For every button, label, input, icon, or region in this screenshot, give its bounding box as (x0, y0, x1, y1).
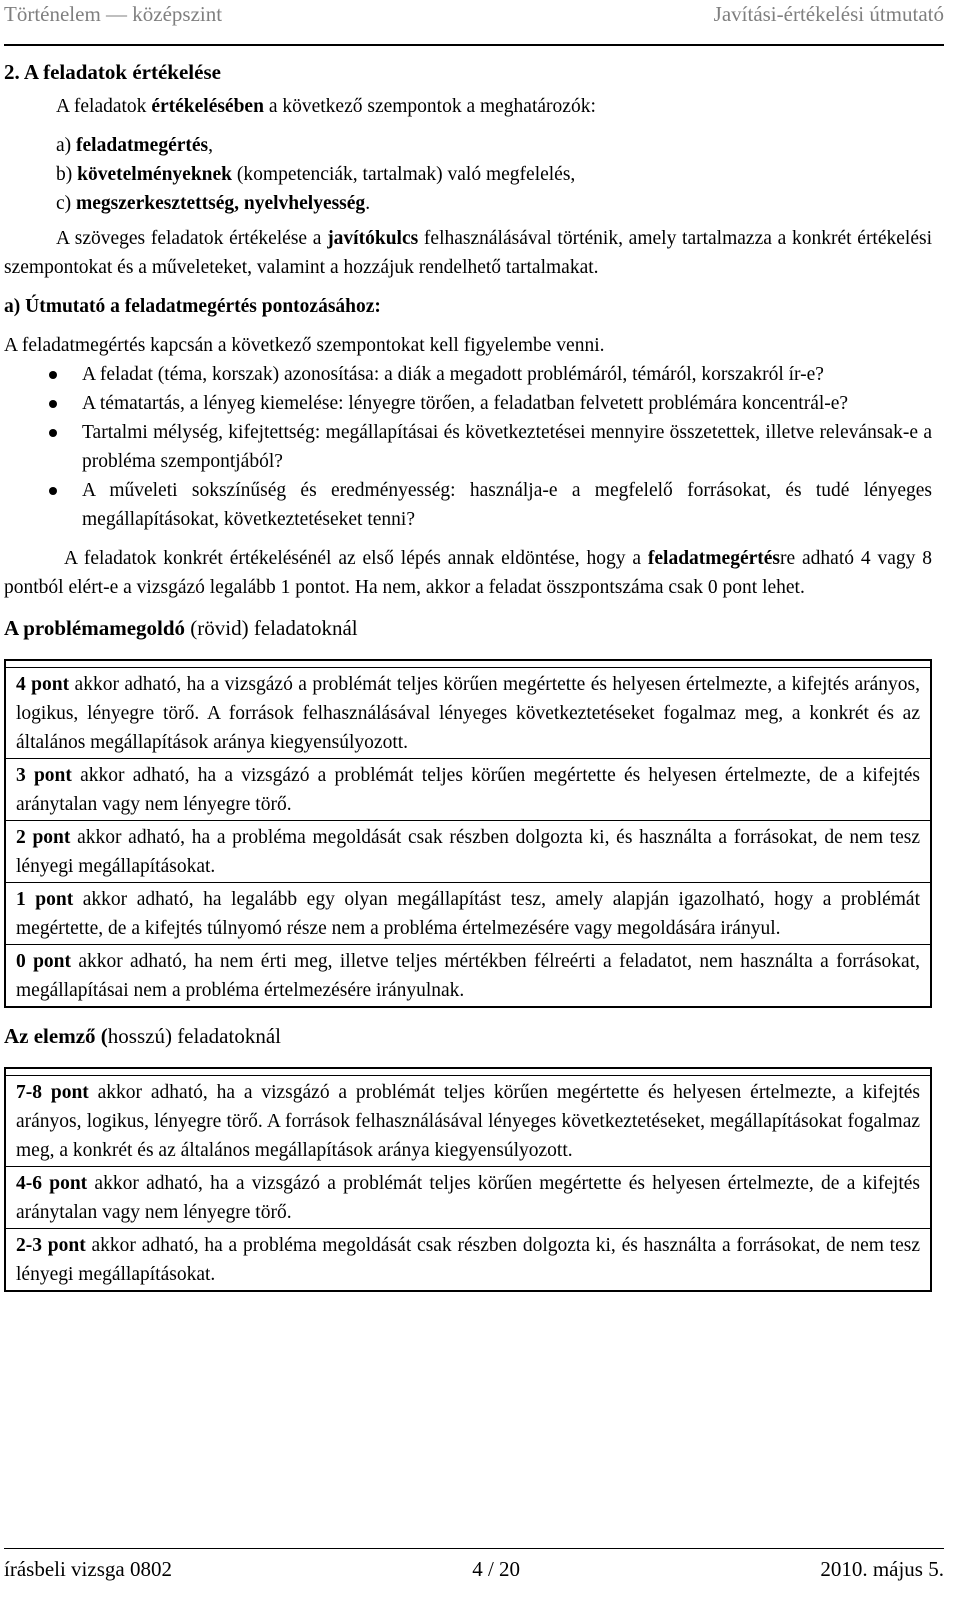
long-tasks-scoring-box (4, 1067, 932, 1292)
scoring-key-paragraph: A szöveges feladatok értékelése a javítókulcs felhasználásával történik, amely tartalmazza a konkrét értékelési szempontokat és a műveleteket, valamint a hozzájuk rendelhető tartalmakat. (4, 228, 932, 278)
footer-date: 2010. május 5. (820, 1557, 944, 1581)
scoring-row: 4 pont akkor adható, ha a vizsgázó a problémát teljes körűen megértette és helyesen értelmezte, a kifejtés arányos, logikus, lényegre törő. A források felhasználásával lényeges következtetéseket fogalmaz meg, a konkrét és az általános megállapítások aránya kiegyensúlyozott. (6, 668, 930, 759)
scoring-row: 2-3 pont akkor adható, ha a probléma megoldását csak részben dolgozta ki, és használta a forrásokat, de nem tesz lényegi megállapításokat. (16, 1235, 920, 1285)
guide-intro: A feladatmegértés kapcsán a következő szempontokat kell figyelembe venni. (4, 335, 605, 356)
header-doc-type: Javítási-értékelési útmutató (713, 2, 944, 26)
criteria-item: b) követelményeknek (kompetenciák, tartalmak) való megfelelés, (56, 164, 576, 185)
header-subject: Történelem — középszint (4, 2, 223, 26)
short-tasks-scoring-box (4, 659, 932, 1008)
header-rule (4, 44, 944, 46)
page-footer (4, 1555, 944, 1583)
page-number: 4 / 20 (472, 1557, 521, 1581)
scoring-row: 1 pont akkor adható, ha legalább egy olyan megállapítást tesz, amely alapján igazolható, hogy a problémát megértette, de a kifejtés túlnyomó része nem a probléma értelmezésére vagy megoldására irányul. (6, 883, 930, 945)
footer-rule (4, 1548, 944, 1549)
scoring-row: 4-6 pont akkor adható, ha a vizsgázó a problémát teljes körűen megértette és helyesen értelmezte, de a kifejtés aránytalan vagy nem lényegre törő. (6, 1167, 930, 1229)
list-item: Tartalmi mélység, kifejtettség: megállapításai és következtetései mennyire összetettek, illetve relevánsak-e a probléma szempontjából? (4, 418, 932, 476)
short-tasks-title: A problémamegoldó (rövid) feladatoknál (4, 616, 358, 640)
section-title: 2. A feladatok értékelése (4, 60, 221, 84)
footer-exam-code: írásbeli vizsga 0802 (4, 1557, 172, 1581)
scoring-row: 0 pont akkor adható, ha nem érti meg, illetve teljes mértékben félreérti a feladatot, nem használta a forrásokat, megállapításai nem a probléma értelmezésére irányulnak. (16, 951, 920, 1001)
guide-title: a) Útmutató a feladatmegértés pontozásához: (4, 296, 381, 317)
scoring-row: 2 pont akkor adható, ha a probléma megoldását csak részben dolgozta ki, és használta a forrásokat, de nem tesz lényegi megállapításokat. (6, 821, 930, 883)
guide-bullet-list (4, 360, 932, 534)
first-step-paragraph: A feladatok konkrét értékelésénél az első lépés annak eldöntése, hogy a feladatmegértésre adható 4 vagy 8 pontból elért-e a vizsgázó legalább 1 pontot. Ha nem, akkor a feladat összpontszáma csak 0 pont lehet. (4, 548, 932, 598)
criteria-list (4, 131, 932, 218)
scoring-row: 3 pont akkor adható, ha a vizsgázó a problémát teljes körűen megértette és helyesen értelmezte, de a kifejtés aránytalan vagy nem lényegre törő. (6, 759, 930, 821)
criteria-item: c) megszerkesztettség, nyelvhelyesség. (56, 193, 371, 214)
page-content (4, 52, 932, 1292)
long-tasks-title: Az elemző (hosszú) feladatoknál (4, 1024, 281, 1048)
list-item: A feladat (téma, korszak) azonosítása: a diák a megadott problémáról, témáról, korszakról ír-e? (4, 360, 932, 389)
intro-paragraph: A feladatok értékelésében a következő szempontok a meghatározók: (56, 96, 596, 117)
criteria-item: a) feladatmegértés, (56, 135, 214, 156)
list-item: A tématartás, a lényeg kiemelése: lényegre törően, a feladatban felvetett problémára koncentrál-e? (4, 389, 932, 418)
scoring-row: 7-8 pont akkor adható, ha a vizsgázó a problémát teljes körűen megértette és helyesen értelmezte, a kifejtés arányos, logikus, lényegre törő. A források felhasználásával lényeges következtetéseket, megállapításokat fogalmaz meg, a konkrét és az általános megállapítások aránya kiegyensúlyozott. (6, 1076, 930, 1167)
page-header (4, 0, 944, 36)
list-item: A műveleti sokszínűség és eredményesség: használja-e a megfelelő forrásokat, és tudé lényeges megállapításokat, következtetéseket tenni? (4, 476, 932, 534)
